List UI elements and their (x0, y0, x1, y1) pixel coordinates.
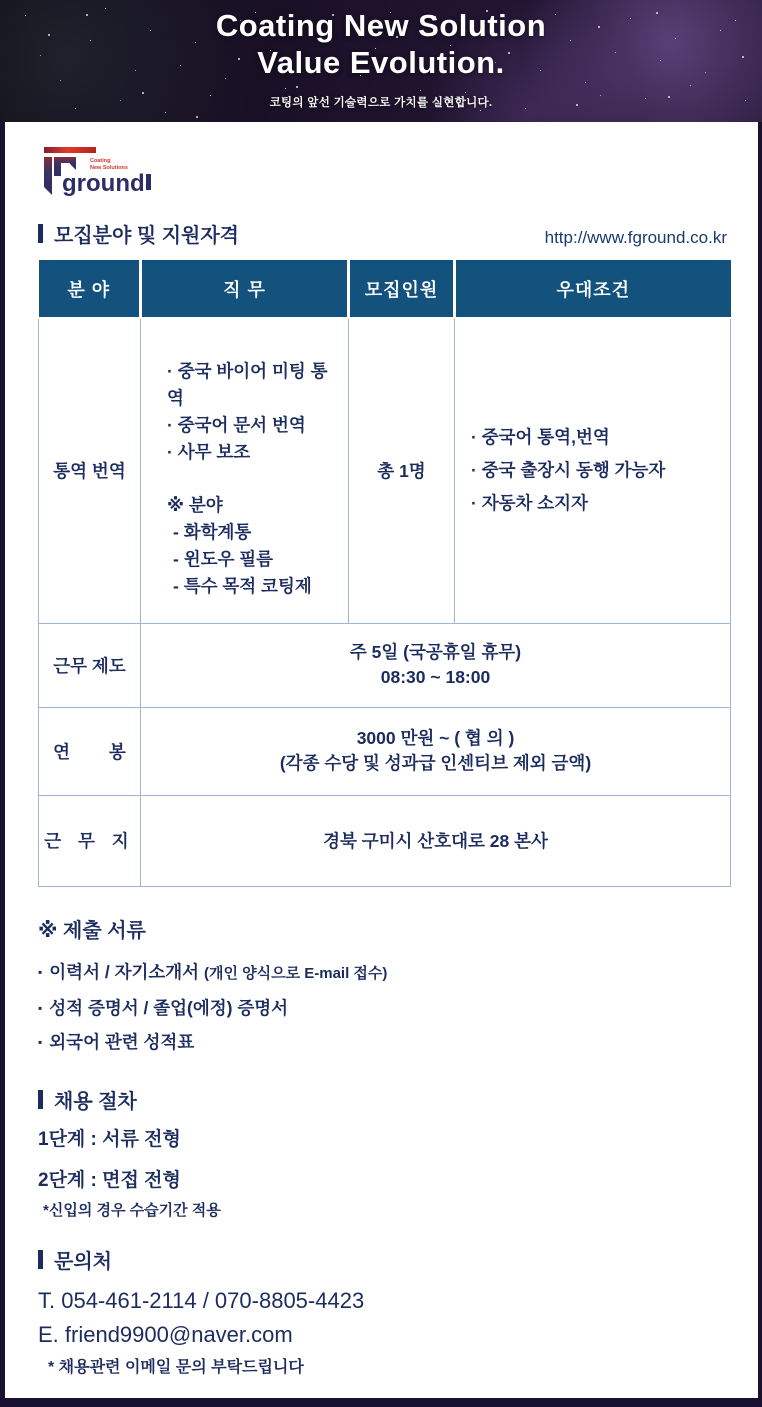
headcount-cell: 총 1명 (349, 318, 455, 623)
documents-list (38, 955, 727, 1059)
table-header-row (39, 260, 731, 318)
hero-subtitle: 코팅의 앞선 기술력으로 가치를 실현합니다. (269, 97, 493, 109)
preference-item: · 중국 출장시 동행 가능자 (471, 460, 666, 481)
duty-category-item: - 특수 목적 코팅제 (173, 575, 312, 596)
salary-value-cell (141, 707, 731, 795)
bottom-edge-bar (0, 1398, 762, 1407)
salary-label-cell: 연 봉 (39, 707, 141, 795)
process-section (38, 1085, 727, 1220)
header-field: 분 야 (39, 260, 141, 318)
table-row-workplace (39, 795, 731, 886)
process-step: 1단계 : 서류 전형 (38, 1128, 181, 1150)
duties-cell (141, 318, 349, 623)
preference-item: · 중국어 통역,번역 (471, 427, 610, 448)
salary-line1: 3000 만원 ~ ( 협 의 ) (356, 728, 515, 748)
svg-text:Coating: Coating (90, 158, 111, 164)
process-title (38, 1085, 727, 1114)
fground-logo (38, 146, 158, 198)
documents-title: ※ 제출 서류 (38, 919, 146, 942)
hero-title (0, 7, 762, 81)
worktime-value-cell (141, 623, 731, 707)
document-item-text: 외국어 관련 성적표 (49, 1031, 195, 1052)
square-bullet-icon: ▪ (38, 1000, 43, 1015)
contact-note: * 채용관련 이메일 문의 부탁드립니다 (48, 1358, 304, 1376)
table-row-worktime (39, 623, 731, 707)
contact-lines (38, 1284, 727, 1377)
documents-section (38, 914, 727, 1059)
duty-item: · 중국 바이어 미팅 통역 (167, 360, 328, 408)
contact-section (38, 1245, 727, 1377)
svg-text:New Solutions: New Solutions (90, 165, 128, 171)
worktime-line1: 주 5일 (국공휴일 휴무) (349, 642, 522, 662)
preferences-cell (455, 318, 731, 623)
recruit-section-title (38, 219, 239, 248)
process-step: 2단계 : 면접 전형 (38, 1169, 181, 1191)
document-item-note: (개인 양식으로 E-mail 접수) (203, 964, 388, 982)
hero-banner (0, 0, 762, 122)
duty-spacer (167, 466, 342, 492)
workplace-label-cell: 근 무 지 (39, 795, 141, 886)
table-row-salary (39, 707, 731, 795)
recruit-table (38, 260, 731, 887)
header-headcount: 모집인원 (349, 260, 455, 318)
header-preference: 우대조건 (455, 260, 731, 318)
worktime-line2: 08:30 ~ 18:00 (380, 667, 491, 687)
starfield-decoration-bright (0, 0, 2, 2)
contact-phone: T. 054-461-2114 / 070-8805-4423 (38, 1287, 365, 1313)
document-item-text: 이력서 / 자기소개서 (49, 961, 200, 982)
process-note: *신입의 경우 수습기간 적용 (43, 1201, 221, 1219)
recruit-section-title-text: 모집분야 및 지원자격 (54, 225, 239, 247)
duty-item: · 사무 보조 (167, 441, 251, 462)
table-row-position (39, 318, 731, 623)
logo-tagline (90, 158, 128, 171)
duty-item: · 중국어 문서 번역 (167, 414, 306, 435)
list-item (38, 1025, 727, 1059)
square-bullet-icon: ▪ (38, 964, 43, 979)
content-area (5, 122, 758, 1377)
workplace-value-cell: 경북 구미시 산호대로 28 본사 (141, 795, 731, 886)
list-item (38, 991, 727, 1025)
section-marker-bar (38, 1250, 43, 1269)
list-item (38, 955, 727, 991)
header-duty: 직 무 (141, 260, 349, 318)
duty-category-item: - 윈도우 필름 (173, 548, 274, 569)
duty-category-item: - 화학계통 (173, 521, 252, 542)
process-title-text: 채용 절차 (54, 1090, 137, 1113)
recruit-section-header (38, 219, 727, 248)
section-marker-bar (38, 224, 43, 243)
square-bullet-icon: ▪ (38, 1034, 43, 1049)
worktime-label-cell: 근무 제도 (39, 623, 141, 707)
field-cell: 통역 번역 (39, 318, 141, 623)
contact-title (38, 1245, 727, 1274)
hero-title-line1: Coating New Solution (215, 8, 547, 43)
hero-title-line2: Value Evolution. (257, 45, 505, 80)
contact-email: E. friend9900@naver.com (38, 1321, 293, 1347)
duty-category-title: ※ 분야 (167, 494, 223, 515)
preference-item: · 자동차 소지자 (471, 493, 588, 514)
website-url: http://www.fground.co.kr (544, 228, 727, 247)
document-item-text: 성적 증명서 / 졸업(에정) 증명서 (49, 997, 289, 1018)
logo-wordmark: ground (62, 170, 145, 197)
contact-title-text: 문의처 (54, 1250, 112, 1273)
salary-line2: (각종 수당 및 성과급 인센티브 제외 금액) (279, 753, 592, 773)
section-marker-bar (38, 1090, 43, 1109)
